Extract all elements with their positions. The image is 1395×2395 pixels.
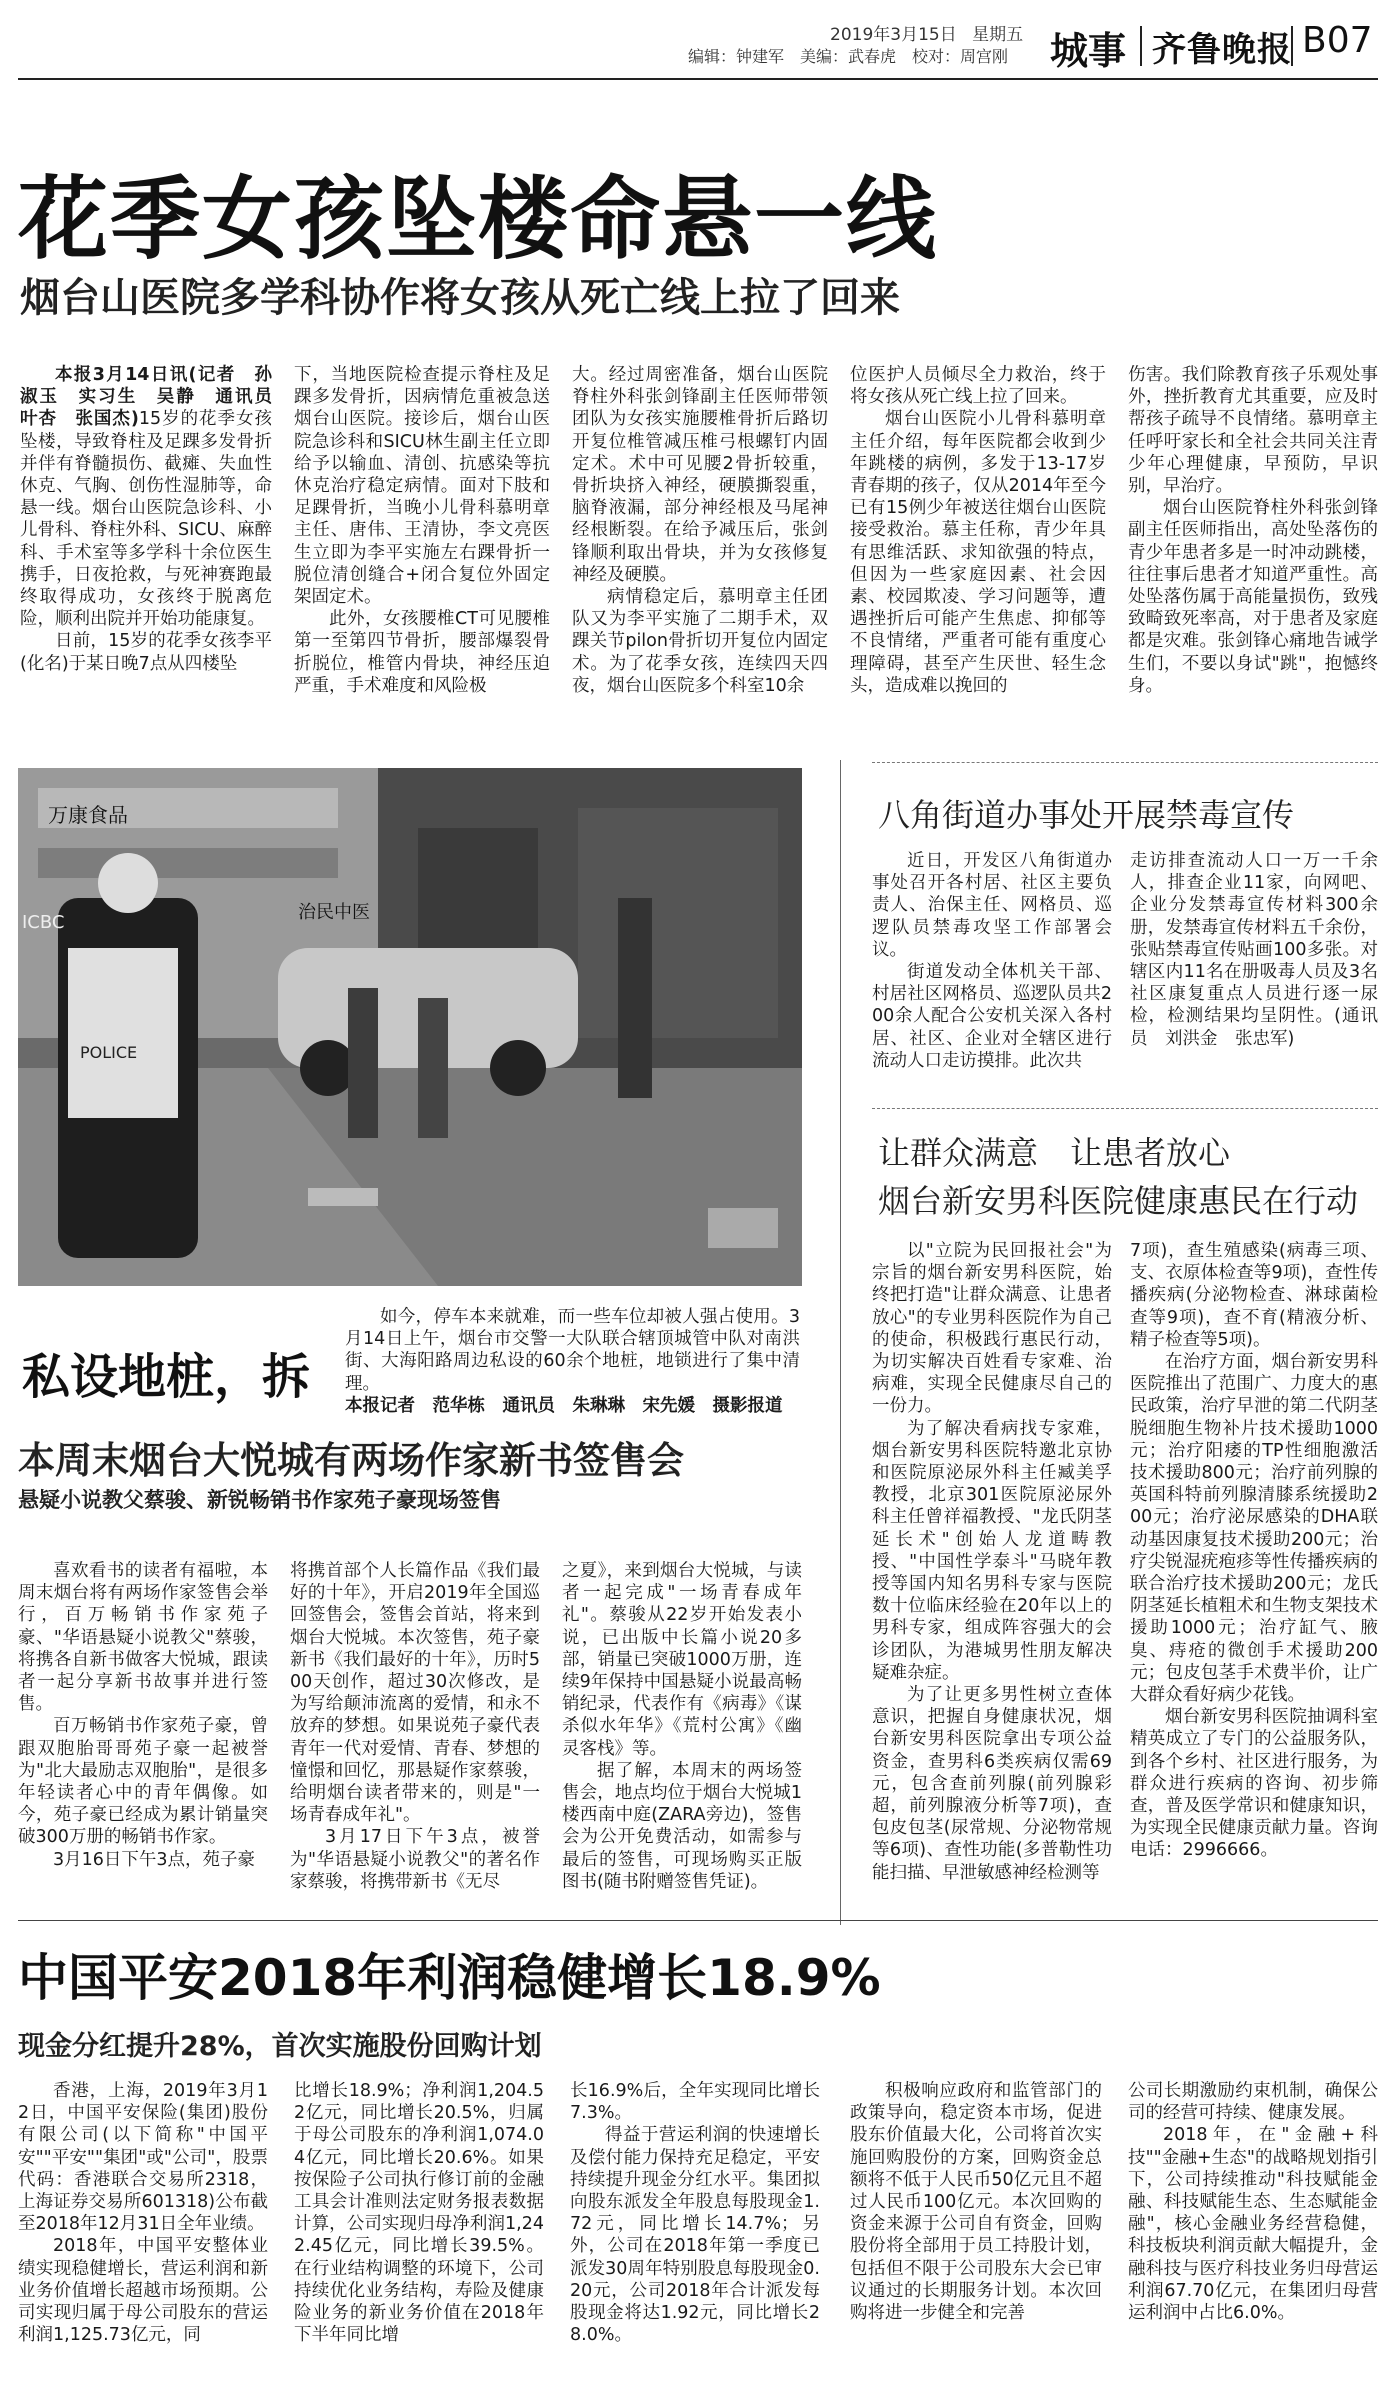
story5-col3-para2: 得益于营运利润的快速增长及偿付能力保持充足稳定，平安持续提升现金分红水平。集团拟向股东派发全年股息每股现金1.72元，同比增长14.7%；另外，公司在2018年第一季度已派发30周年特别股息每股现金0.20元，公司2018年合计派发每股现金将达1.92元，同比增长28.0%。 [570, 2125, 820, 2346]
story2-col2-text: 走访排查流动人口一万一千余人，排查企业11家，向网吧、企业分发禁毒宣传材料300余册，发禁毒宣传材料五千余份，张贴禁毒宣传贴画100多张。对辖区内11名在册吸毒人员及3名社区康复重点人员进行逐一尿检，检测结果均呈阴性。(通讯员 刘洪金 张忠军) [1130, 851, 1378, 1049]
story3-col2-para2: 在治疗方面，烟台新安男科医院推出了范围广、力度大的惠民政策，治疗早泄的第二代阴茎脱细胞生物补片技术援助1000元；治疗阳痿的TP性细胞激活技术援助800元；治疗前列腺的英国科特前列腺清膝系统援助200元；治疗泌尿感染的DHA联动基因康复技术援助200元；治疗尖锐湿疣疱疹等性传播疾病的联合治疗技术援助200元；龙氏阴茎延长植粗术和生物支架技术援助1000元；治疗缸气、腋臭、痔疮的微创手术援助200元；包皮包茎手术费半价，让广大群众看好病少花钱。 [1130, 1352, 1378, 1706]
story5-col5 [1128, 2080, 1378, 2324]
story1-col1 [20, 364, 290, 675]
story5-col2-text: 比增长18.9%；净利润1,204.52亿元，同比增长20.5%，归属于母公司股东的净利润1,074.04亿元，同比增长20.6%。如果按保险子公司执行修订前的金融工具会计准则法定财务报表数据计算，公司实现归母净利润1,242.45亿元，同比增长39.5%。在行业结构调整的环境下，公司持续优化业务结构，寿险及健康险业务的新业务价值在2018年下半年同比增 [294, 2081, 544, 2346]
story1-col1-text: 15岁的花季女孩坠楼，导致脊柱及足踝多发骨折并伴有脊髓损伤、截瘫、失血性休克、气胸、创伤性湿肺等，命悬一线。烟台山医院急诊科、小儿骨科、脊柱外科、SICU、麻醉科、手术室等多学科十余位医生携手，日夜抢救，与死神赛跑最终取得成功，女孩终于脱离危险，顺利出院并开始功能康复。 [20, 409, 272, 630]
photo-sign-3: ICBC [22, 912, 65, 933]
story1-byline: 本报3月14日讯(记者 孙淑玉 实习生 吴静 通讯员 叶杏 张国杰) [20, 365, 290, 430]
story1-col2-text: 下，当地医院检查提示脊柱及足踝多发骨折，因病情危重被急送烟台山医院。接诊后，烟台山医院急诊科和SICU林生副主任立即给予以输血、清创、抗感染等抗休克治疗稳定病情。面对下肢和足踝骨折，当晚小儿骨科慕明章主任、唐伟、王清协，李文亮医生立即为李平实施左右踝骨折一脱位清创缝合+闭合复位外固定架固定术。 [294, 365, 550, 608]
photo-caption [345, 1306, 800, 1417]
story1-headline: 花季女孩坠楼命悬一线 [18, 167, 938, 272]
story1-col3-para2: 病情稳定后，慕明章主任团队又为李平实施了二期手术，双踝关节pilon骨折切开复位内固定术。为了花季女孩，连续四天四夜，烟台山医院多个科室10余 [572, 587, 828, 696]
story4-col1 [18, 1560, 268, 1871]
story1-col3 [572, 364, 828, 697]
story1-col4-text: 位医护人员倾尽全力救治，终于将女孩从死亡线上拉了回来。 [850, 365, 1106, 408]
story5-col3-text: 长16.9%后，全年实现同比增长7.3%。 [570, 2081, 820, 2124]
story3-col1-text: 以"立院为民回报社会"为宗旨的烟台新安男科医院，始终把打造"让群众满意、让患者放心"的专业男科医院作为自己的使命，积极践行惠民行动，为切实解决百姓看专家难、治病难，实现全民健康尽自己的一份力。 [872, 1241, 1112, 1417]
story1-subhead: 烟台山医院多学科协作将女孩从死亡线上拉了回来 [20, 275, 900, 321]
story1-col4-para2: 烟台山医院小儿骨科慕明章主任介绍，每年医院都会收到少年跳楼的病例，多发于13-17岁青春期的孩子，仅从2014年至今已有15例少年被送往烟台山医院接受救治。慕主任称，青少年具有思维活跃、求知欲强的特点，但因为一些家庭因素、社会因素、校园欺凌、学习问题等，遭遇挫折后可能产生焦虑、抑郁等不良情绪，严重者可能有重度心理障碍，甚至产生厌世、轻生念头，造成难以挽回的 [850, 409, 1106, 696]
story4-col1-para3: 3月16日下午3点，苑子豪 [53, 1849, 256, 1870]
story1-col2 [294, 364, 550, 697]
story3-col1-para2: 为了解决看病找专家难，烟台新安男科医院特邀北京协和医院原泌尿外科主任臧美孚教授，北京301医院原泌尿外科主任曾祥福教授、"龙氏阴茎延长术"创始人龙道畴教授、"中国性学泰斗"马晓年教授等国内知名男科专家与医院数十位临床经验在20年以上的男科专家，组成阵容强大的会诊团队，为港城男性朋友解决疑难杂症。 [872, 1418, 1112, 1683]
section-label: 城事 [1050, 29, 1127, 73]
story4-col1-text: 喜欢看书的读者有福啦，本周末烟台将有两场作家签售会举行，百万畅销书作家苑子豪、"华语悬疑小说教父"蔡骏，将携各自新书做客大悦城，跟读者一起分享新书故事并进行签售。 [18, 1561, 268, 1715]
story1-col2-para2: 此外，女孩腰椎CT可见腰椎第一至第四节骨折，腰部爆裂骨折脱位，椎管内骨块，神经压迫严重，手术难度和风险极 [294, 609, 550, 696]
story2-headline: 八角街道办事处开展禁毒宣传 [878, 796, 1295, 834]
police-vest-text: POLICE [80, 1043, 138, 1062]
page-number: B07 [1302, 20, 1373, 61]
story5-col1 [18, 2080, 268, 2346]
story3-col1-para3: 为了让更多男性树立查体意识，把握自身健康状况，烟台新安男科医院拿出专项公益资金，查男科6类疾病仅需69元，包含查前列腺(前列腺彩超，前列腺液分析等7项)，查包皮包茎(尿常规、分泌物常规等6项)、查性功能(多普勒性功能扫描、早泄敏感神经检测等 [872, 1685, 1112, 1883]
story3-col1 [872, 1240, 1112, 1884]
photo-sign-1: 万康食品 [48, 803, 128, 827]
story4-headline: 本周末烟台大悦城有两场作家新书签售会 [18, 1439, 684, 1482]
story4-col3-para2: 据了解，本周末的两场签售会，地点均位于烟台大悦城1楼西南中庭(ZARA旁边)，签售会为公开免费活动，如需参与最后的签售，可现场购买正版图书(随书附赠签售凭证)。 [562, 1760, 802, 1892]
story1-col3-text: 大。经过周密准备，烟台山医院脊柱外科张剑锋副主任医师带领团队为女孩实施腰椎骨折后路切开复位椎管减压椎弓根螺钉内固定术。术中可见腰2骨折较重，骨折块挤入神经，硬膜撕裂重，脑脊液漏，部分神经根及马尾神经根断裂。在给予减压后，张剑锋顺利取出骨块，并为女孩修复神经及硬膜。 [572, 365, 828, 585]
header-editors: 编辑：钟建军 美编：武春虎 校对：周宫刚 [688, 47, 1009, 66]
story5-subhead: 现金分红提升28%，首次实施股份回购计划 [18, 2031, 542, 2062]
story5-col2 [294, 2080, 544, 2346]
story5-col4 [850, 2080, 1102, 2324]
street-scene-illustration [18, 768, 802, 1286]
story4-col2 [290, 1560, 540, 1893]
section-rule [18, 1920, 1378, 1921]
story1-col5-text: 伤害。我们除教育孩子乐观处事外，挫折教育尤其重要，应及时帮孩子疏导不良情绪。慕明章主任呼吁家长和全社会共同关注青少年心理健康，早预防，早识别，早治疗。 [1128, 365, 1378, 497]
story5-col5-text: 公司长期激励约束机制，确保公司的经营可持续、健康发展。 [1128, 2081, 1378, 2124]
header-date [830, 20, 1023, 45]
story4-col2-para2: 3月17日下午3点，被誉为"华语悬疑小说教父"的著名作家蔡骏，将携带新书《无尽 [290, 1827, 540, 1892]
story4-col3-text: 之夏》，来到烟台大悦城，与读者一起完成"一场青春成年礼"。蔡骏从22岁开始发表小说，已出版中长篇小说20多部，销量已突破1000万册，连续9年保持中国悬疑小说最高畅销纪录，代表作有《病毒》《谋杀似水年华》《荒村公寓》《幽灵客栈》等。 [562, 1561, 802, 1759]
story2-col1-para2: 街道发动全体机关干部、村居社区网格员、巡逻队员共200余人配合公安机关深入各村居、社区、企业对全辖区进行流动人口走访摸排。此次共 [872, 962, 1112, 1071]
story3-headline-2: 烟台新安男科医院健康惠民在行动 [878, 1182, 1359, 1220]
story5-col5-para2: 2018年，在"金融+科技""金融+生态"的战略规划指引下，公司持续推动"科技赋能金融、科技赋能生态、生态赋能金融"，核心金融业务经营稳健，科技板块利润贡献大幅提升，金融科技与医疗科技业务归母营运利润67.70亿元，在集团归母营运利润中占比6.0%。 [1128, 2125, 1378, 2324]
header-rule [18, 78, 1378, 80]
story5-headline: 中国平安2018年利润稳健增长18.9% [18, 1949, 881, 2007]
photo-caption-text: 如今，停车本来就难，而一些车位却被人强占使用。3月14日上午，烟台市交警一大队联合辖顶城管中队对南洪街、大海阳路周边私设的60余个地桩，地锁进行了集中清理。 [345, 1307, 800, 1394]
story1-col5-para2: 烟台山医院脊柱外科张剑锋副主任医师指出，高处坠落伤的青少年患者多是一时冲动跳楼，往往事后患者才知道严重性。高处坠落伤属于高能量损伤，致残致畸致死率高，对于患者及家庭都是灾难。张剑锋心痛地告诫学生们，不要以身试"跳"，抱憾终身。 [1128, 498, 1378, 696]
header-date-text: 2019年3月15日 [830, 25, 957, 45]
story4-subhead: 悬疑小说教父蔡骏、新锐畅销书作家苑子豪现场签售 [18, 1488, 501, 1512]
story3-headline-1: 让群众满意 让患者放心 [878, 1134, 1231, 1172]
column-divider [840, 760, 841, 1925]
story2-col2 [1130, 850, 1378, 1050]
masthead-logo: 齐鲁晚报 [1152, 30, 1292, 70]
story1-col5 [1128, 364, 1378, 697]
story3-col2-text: 7项)，查生殖感染(病毒三项、支、衣原体检查等9项)，查性传播疾病(分泌物检查、淋球菌检查等9项)，查不育(精液分析、精子检查等5项)。 [1130, 1241, 1378, 1350]
story2-top-rule [872, 762, 1378, 763]
story4-col3 [562, 1560, 802, 1893]
photo-credit: 本报记者 范华栋 通讯员 朱琳琳 宋先媛 摄影报道 [345, 1395, 783, 1416]
header-weekday: 星期五 [972, 25, 1024, 45]
story4-col2-text: 将携首部个人长篇作品《我们最好的十年》，开启2019年全国巡回签售会，签售会首站，将来到烟台大悦城。本次签售，苑子豪新书《我们最好的十年》，历时500天创作，超过30次修改，是为写给颠沛流离的爱情，和永不放弃的梦想。如果说苑子豪代表青年一代对爱情、青春、梦想的憧憬和回忆，那悬疑作家蔡骏，给明烟台读者带来的，则是"一场青春成年礼"。 [290, 1561, 540, 1826]
story2-col1 [872, 850, 1112, 1072]
story3-col2-para3: 烟台新安男科医院抽调科室精英成立了专门的公益服务队，到各个乡村、社区进行服务，为群众进行疾病的咨询、初步筛查，普及医学常识和健康知识，为实现全民健康贡献力量。咨询电话：2996666。 [1130, 1707, 1378, 1861]
story2-col1-text: 近日，开发区八角街道办事处召开各村居、社区主要负责人、治保主任、网格员、巡逻队员禁毒攻坚工作部署会议。 [872, 851, 1112, 960]
story4-col1-para2: 百万畅销书作家苑子豪，曾跟双胞胎哥哥苑子豪一起被誉为"北大最励志双胞胎"，是很多年轻读者心中的青年偶像。如今，苑子豪已经成为累计销量突破300万册的畅销书作家。 [18, 1716, 268, 1848]
story5-col1-para2: 2018年，中国平安整体业绩实现稳健增长，营运利润和新业务价值增长超越市场预期。公司实现归属于母公司股东的营运利润1,125.73亿元，同 [18, 2236, 268, 2346]
news-photo [18, 768, 802, 1286]
story1-col1-para2: 日前，15岁的花季女孩李平(化名)于某日晚7点从四楼坠 [20, 631, 272, 674]
story3-top-rule [872, 1108, 1378, 1109]
photo-title: 私设地桩，拆 [22, 1349, 311, 1405]
header-divider [1140, 26, 1142, 66]
story5-col4-text: 积极响应政府和监管部门的政策导向，稳定资本市场，促进股东价值最大化，公司将首次实施回购股份的方案，回购资金总额将不低于人民币50亿元且不超过人民币100亿元。本次回购的资金来源于公司自有资金，回购股份将全部用于员工持股计划，包括但不限于公司股东大会已审议通过的长期服务计划。本次回购将进一步健全和完善 [850, 2081, 1102, 2324]
story3-col2 [1130, 1240, 1378, 1862]
photo-sign-2: 治民中医 [298, 902, 370, 923]
story5-col3 [570, 2080, 820, 2346]
story5-col1-text: 香港，上海，2019年3月12日，中国平安保险(集团)股份有限公司(以下简称"中国平安""平安""集团"或"公司"，股票代码：香港联合交易所2318，上海证券交易所601318)公布截至2018年12月31日全年业绩。 [18, 2081, 268, 2235]
story1-col4 [850, 364, 1106, 697]
header-divider-2 [1291, 26, 1293, 66]
